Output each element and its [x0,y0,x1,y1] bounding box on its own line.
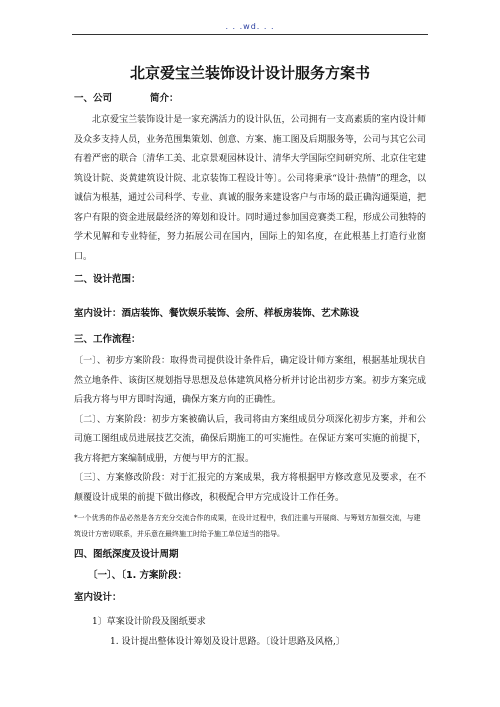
design-plan-item: 1. 设计提出整体设计筹划及设计思路。〔设计思路及风格,〕 [110,637,345,647]
header-mark: . . .wd. . . [225,22,275,31]
interior-design-label: 室内设计： [74,592,122,603]
document-page [74,62,426,651]
section-company-label2: 简介： [150,93,179,104]
document-title: 北京爱宝兰装饰设计设计服务方案书 [129,64,370,82]
drawings-sub-heading: 〔一〕、〔1. 方案阶段： [88,570,188,581]
draft-stage-item: 1〕草案设计阶段及图纸要求 [92,617,206,627]
section-company-heading [74,92,426,106]
workflow-step-3: 〔三〕、方案修改阶段：对于汇报完的方案成果，我方将根据甲方修改意见及要求，在不颠覆设计成果的前提下做出修改，积极配合甲方完成设计工作任务。 [74,473,426,503]
section-scope-heading: 二、设计范围： [74,274,141,285]
section-drawings-heading: 四、图纸深度及设计周期 [74,549,179,560]
workflow-step-2: 〔二〕、方案阶段：初步方案被确认后，我司将由方案组成员分项深化初步方案，并和公司施工图组成员进展技艺交流，确保后期施工的可实施性。在保证方案可实施的前提下，我方将把方案编制成册，方便与甲方的汇报。 [74,414,426,464]
company-intro-paragraph: 北京爱宝兰装饰设计是一家充满活力的设计队伍，公司拥有一支高素质的室内设计师及众多支持人员，业务范围集策划、创意、方案、施工图及后期服务等，公司与其它公司有着严密的联合〔清华工美、北京景观园林设计、清华大学国际空间研究所、北京住宅建筑设计院、炎黄建筑设计院、北京装饰工程设计等〕。公司将秉承“设计·热情”的理念，以诚信为根基，通过公司科学、专业、真诚的服务来建设客户与市场的最正确沟通渠道，把客户有限的资金进展最经济的筹划和设计。同时通过参加国竞赛类工程，形成公司独特的学术见解和专业特征，努力拓展公司在国内，国际上的知名度，在此根基上打造行业窗口。 [74,115,426,262]
workflow-step-1: 〔一〕、初步方案阶段：取得贵司提供设计条件后，确定设计师方案组，根据基址现状自然立地条件、该街区规划指导思想及总体建筑风格分析并讨论出初步方案。初步方案完成后我方将与甲方即时沟通，确保方案方向的正确性。 [74,356,426,405]
section-company-label: 一、公司 [74,93,113,104]
workflow-note: *一个优秀的作品必然是各方充分交流合作的成果，在设计过程中，我们注重与开展商、与筹划方加强交流，与建筑设计方密切联系，并乐意在最终施工时给予施工单位适当的指导。 [74,514,421,538]
header-rule [72,34,428,35]
section-workflow-heading: 三、工作流程： [74,334,141,345]
scope-line: 室内设计：酒店装饰、餐饮娱乐装饰、会所、样板房装饰、艺术陈设 [74,308,360,319]
